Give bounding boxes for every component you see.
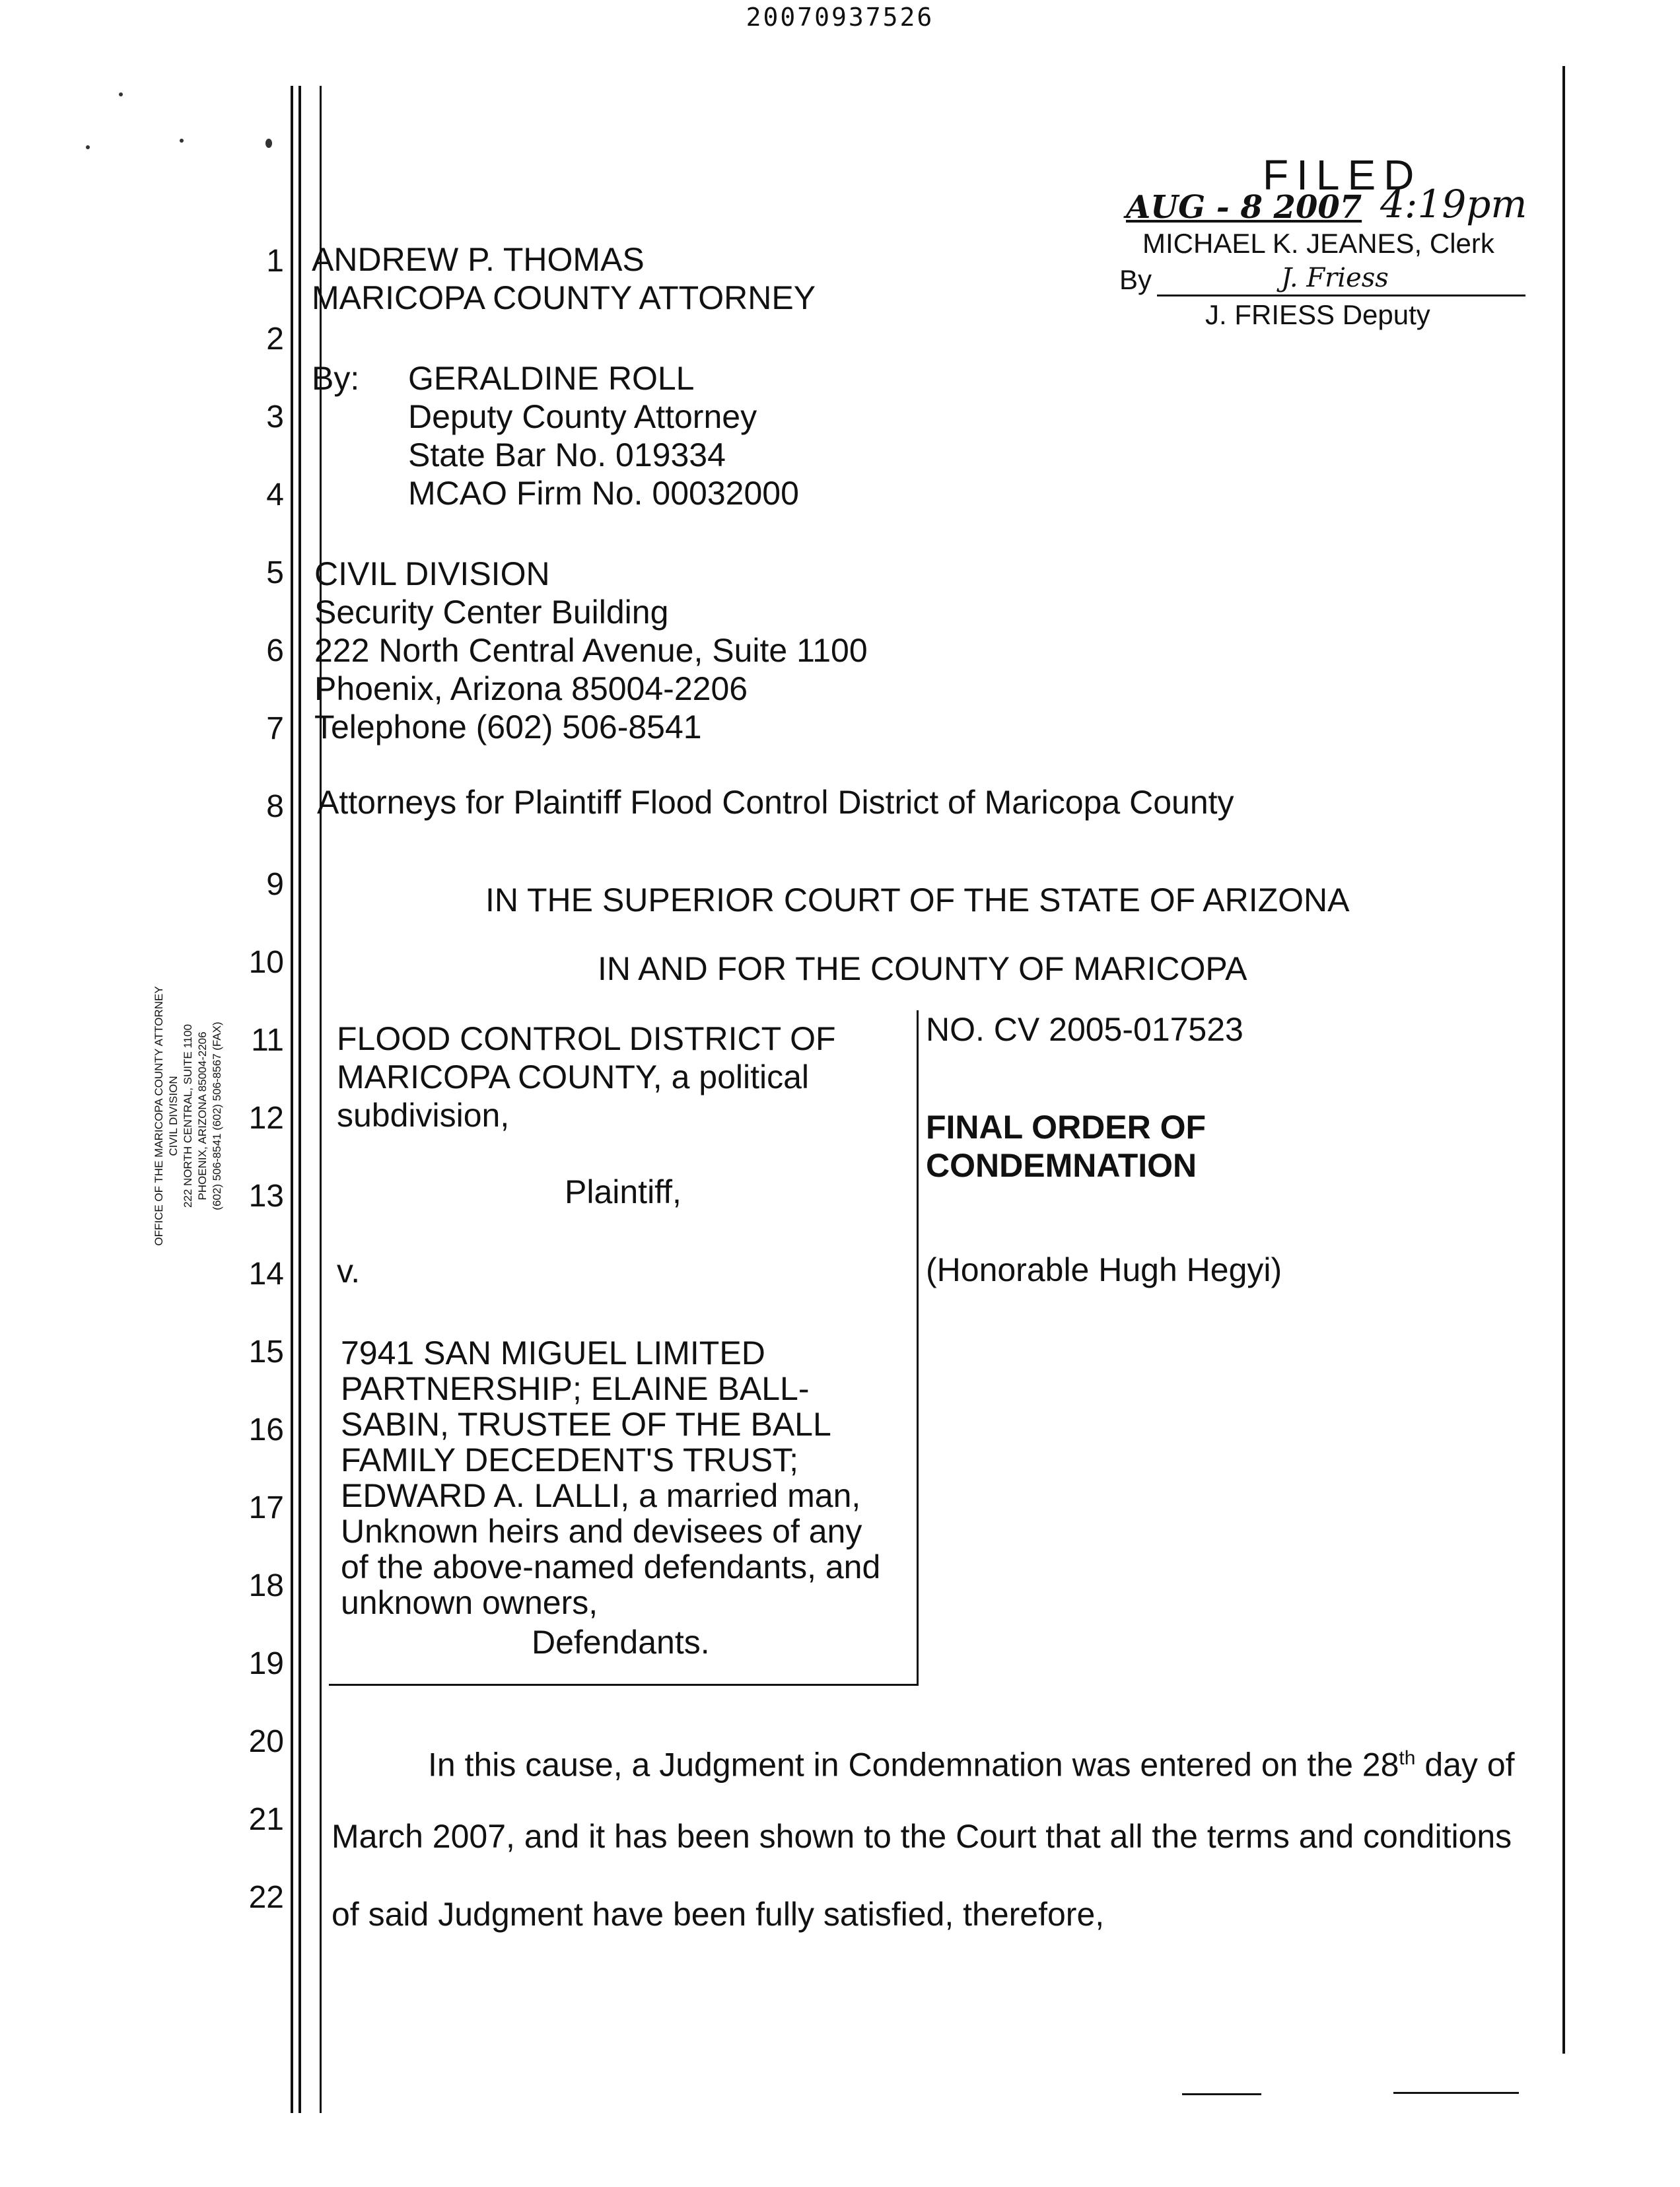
defendant-line: Unknown heirs and devisees of any (341, 1513, 862, 1550)
scan-speck (180, 139, 184, 143)
line-number: 3 (266, 399, 284, 434)
line-number: 16 (248, 1412, 284, 1447)
line-number: 5 (266, 555, 284, 590)
attorney-title: MARICOPA COUNTY ATTORNEY (312, 279, 816, 316)
line-number: 11 (251, 1023, 284, 1058)
line-number: 10 (248, 945, 284, 980)
footer-fragment (1393, 2092, 1519, 2094)
plaintiff-line: MARICOPA COUNTY, a political (337, 1059, 810, 1095)
side-letterhead-line: 222 NORTH CENTRAL, SUITE 1100 (182, 1024, 194, 1208)
line-number: 6 (266, 633, 284, 668)
building-name: Security Center Building (314, 594, 669, 631)
line-number: 4 (266, 477, 284, 512)
stamp-deputy: J. FRIESS Deputy (1205, 299, 1430, 330)
scan-speck (119, 92, 123, 96)
line-number: 19 (248, 1646, 284, 1681)
by-label: By: (312, 360, 360, 397)
stamp-date: AUG - 8 2007 (1126, 189, 1362, 226)
division-name: CIVIL DIVISION (314, 555, 550, 592)
city-state-zip: Phoenix, Arizona 85004-2206 (314, 670, 748, 707)
order-title-line-2: CONDEMNATION (926, 1147, 1197, 1184)
line-number: 2 (266, 322, 284, 357)
line-number: 21 (248, 1802, 284, 1837)
side-letterhead-line: (602) 506-8541 (602) 506-8567 (FAX) (211, 1022, 223, 1210)
line-number: 12 (248, 1101, 284, 1136)
firm-number: MCAO Firm No. 00032000 (408, 475, 799, 512)
defendant-line: PARTNERSHIP; ELAINE BALL- (341, 1370, 810, 1407)
line-number: 14 (248, 1257, 284, 1292)
court-heading-line-2: IN AND FOR THE COUNTY OF MARICOPA (598, 950, 1247, 987)
body-line-1-tail: day of (1415, 1746, 1515, 1784)
plaintiff-label: Plaintiff, (565, 1173, 682, 1210)
defendant-line: SABIN, TRUSTEE OF THE BALL (341, 1406, 831, 1443)
deputy-title: Deputy County Attorney (408, 398, 757, 435)
defendant-line: 7941 SAN MIGUEL LIMITED (341, 1335, 765, 1371)
caption-divider-vertical (917, 1010, 919, 1684)
stamp-time-handwritten: 4:19pm (1380, 182, 1527, 226)
right-margin-rule (1562, 66, 1565, 2054)
line-number: 15 (248, 1335, 284, 1370)
stamp-filed-label: FILED (1263, 151, 1422, 199)
scan-speck (86, 145, 90, 149)
caption-divider-horizontal (329, 1684, 919, 1686)
defendant-line: EDWARD A. LALLI, a married man, (341, 1477, 861, 1514)
court-heading-line-1: IN THE SUPERIOR COURT OF THE STATE OF ARIZONA (485, 882, 1350, 919)
line-number: 20 (248, 1724, 284, 1759)
body-line-1 (428, 1739, 1515, 1784)
defendant-label: Defendants. (532, 1624, 710, 1661)
document-number: 20070937526 (746, 3, 934, 32)
stamp-signature: J. Friess (1281, 263, 1389, 293)
deputy-name: GERALDINE ROLL (408, 360, 695, 397)
scan-speck (265, 139, 272, 148)
body-line-3: of said Judgment have been fully satisfied, therefore, (332, 1896, 1105, 1933)
line-number: 9 (266, 867, 284, 902)
body-line-1-superscript: th (1399, 1747, 1416, 1769)
footer-fragment (1182, 2093, 1261, 2095)
judge-name: (Honorable Hugh Hegyi) (926, 1251, 1282, 1288)
body-line-1-text: In this cause, a Judgment in Condemnation was entered on the 28 (428, 1746, 1399, 1784)
line-number: 17 (248, 1490, 284, 1525)
stamp-by-label: By (1119, 264, 1152, 295)
defendant-line: of the above-named defendants, and (341, 1548, 881, 1585)
state-bar-number: State Bar No. 019334 (408, 436, 726, 473)
side-letterhead-line: CIVIL DIVISION (167, 1076, 180, 1156)
defendant-line: FAMILY DECEDENT'S TRUST; (341, 1441, 799, 1478)
attorneys-for: Attorneys for Plaintiff Flood Control District of Maricopa County (317, 784, 1234, 821)
telephone: Telephone (602) 506-8541 (314, 709, 702, 746)
stamp-clerk: MICHAEL K. JEANES, Clerk (1142, 228, 1494, 259)
body-line-2: March 2007, and it has been shown to the Court that all the terms and conditions (332, 1818, 1512, 1855)
left-margin-rule-1 (291, 86, 293, 2113)
plaintiff-line: subdivision, (337, 1097, 510, 1134)
line-number: 13 (248, 1179, 284, 1214)
side-letterhead-line: PHOENIX, ARIZONA 85004-2206 (196, 1031, 209, 1200)
left-margin-rule-2 (298, 86, 301, 2113)
line-number: 7 (266, 711, 284, 746)
side-letterhead-line: OFFICE OF THE MARICOPA COUNTY ATTORNEY (153, 986, 165, 1246)
plaintiff-line: FLOOD CONTROL DISTRICT OF (337, 1020, 836, 1057)
line-number: 8 (266, 789, 284, 824)
line-number: 18 (248, 1568, 284, 1603)
street-address: 222 North Central Avenue, Suite 1100 (314, 632, 868, 669)
defendant-line: unknown owners, (341, 1584, 598, 1621)
line-number: 22 (248, 1880, 284, 1915)
case-number: NO. CV 2005-017523 (926, 1011, 1243, 1048)
attorney-name: ANDREW P. THOMAS (312, 241, 645, 278)
versus: v. (337, 1253, 361, 1290)
order-title-line-1: FINAL ORDER OF (926, 1109, 1207, 1146)
line-number: 1 (266, 244, 284, 279)
